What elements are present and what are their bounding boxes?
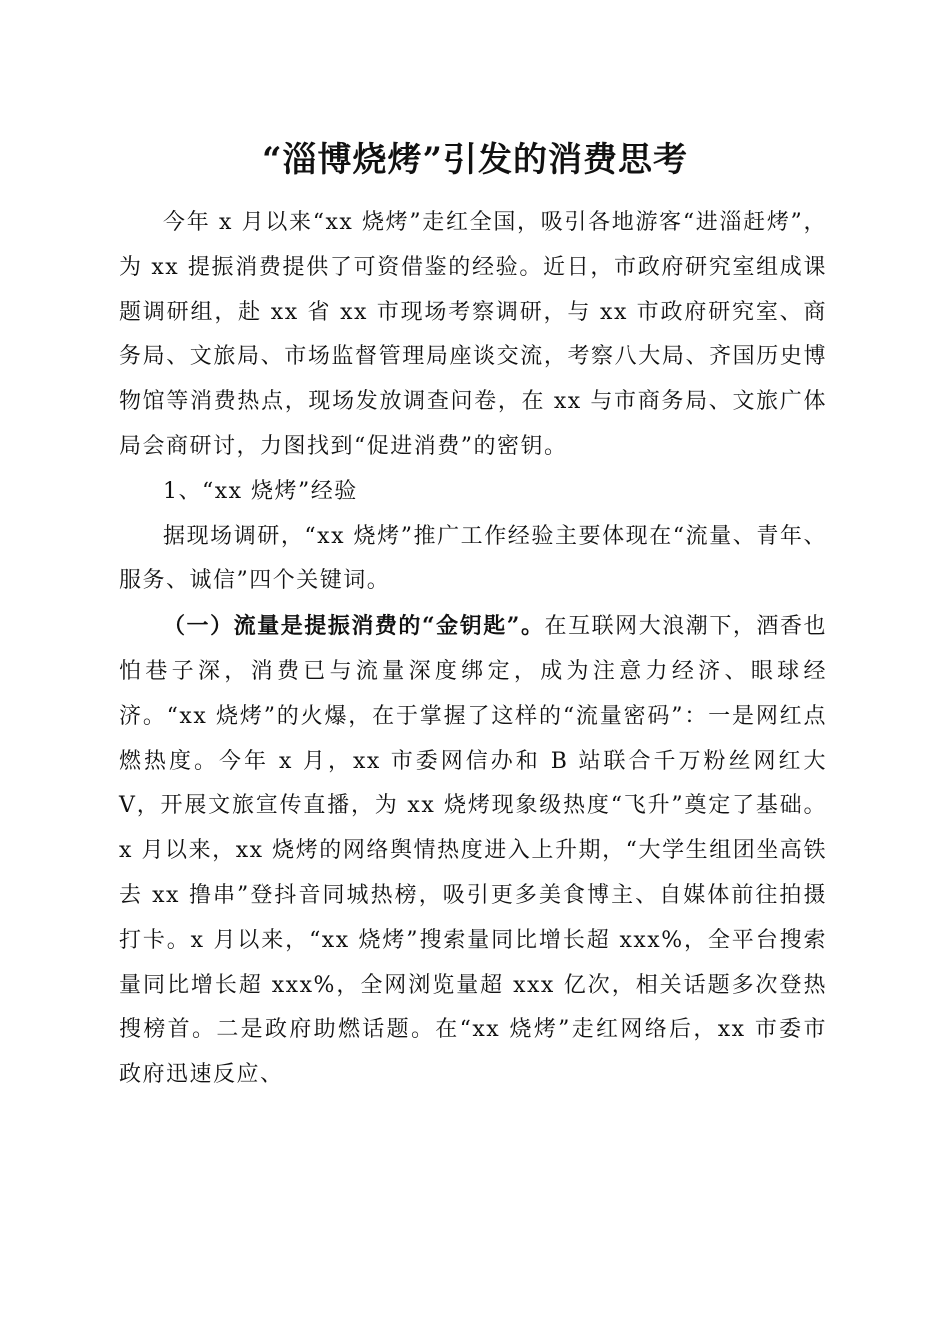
intro-paragraph: 今年 x 月以来“xx 烧烤”走红全国，吸引各地游客“进淄赶烤”，为 xx 提振消费提供了可资借鉴的经验。近日，市政府研究室组成课题调研组，赴 xx 省 xx 市现场考察调研，与 xx 市政府研究室、商务局、文旅局、市场监督管理局座谈交流，考察八大局、齐国历史博物馆等消费热点，现场发放调查问卷，在 xx 与市商务局、文旅广体局会商研讨，力图找到“促进消费”的密钥。	[119, 210, 827, 459]
subsection-text: 在互联网大浪潮下，酒香也怕巷子深，消费已与流量深度绑定，成为注意力经济、眼球经济。“xx 烧烤”的火爆，在于掌握了这样的“流量密码”：一是网红点燃热度。今年 x 月，xx 市委网信办和 B 站联合千万粉丝网红大 V，开展文旅宣传直播，为 xx 烧烤现象级热度“飞升”奠定了基础。x 月以来，xx 烧烤的网络舆情热度进入上升期，“大学生组团坐高铁去 xx 撸串”登抖音同城热榜，吸引更多美食博主、自媒体前往拍摄打卡。x 月以来，“xx 烧烤”搜索量同比增长超 xxx%，全平台搜索量同比增长超 xxx%，全网浏览量超 xxx 亿次，相关话题多次登热搜榜首。二是政府助燃话题。在“xx 烧烤”走红网络后，xx 市委市政府迅速反应、	[119, 614, 827, 1088]
document-body	[119, 201, 827, 1098]
document-title: “淄博烧烤”引发的消费思考	[261, 140, 689, 180]
section1-paragraph	[119, 604, 827, 1098]
section-heading: 1、“xx 烧烤”经验	[163, 478, 358, 504]
subsection-heading: （一）流量是提振消费的“金钥匙”。	[163, 613, 545, 640]
summary-paragraph: 据现场调研，“xx 烧烤”推广工作经验主要体现在“流量、青年、服务、诚信”四个关键词。	[119, 523, 827, 594]
